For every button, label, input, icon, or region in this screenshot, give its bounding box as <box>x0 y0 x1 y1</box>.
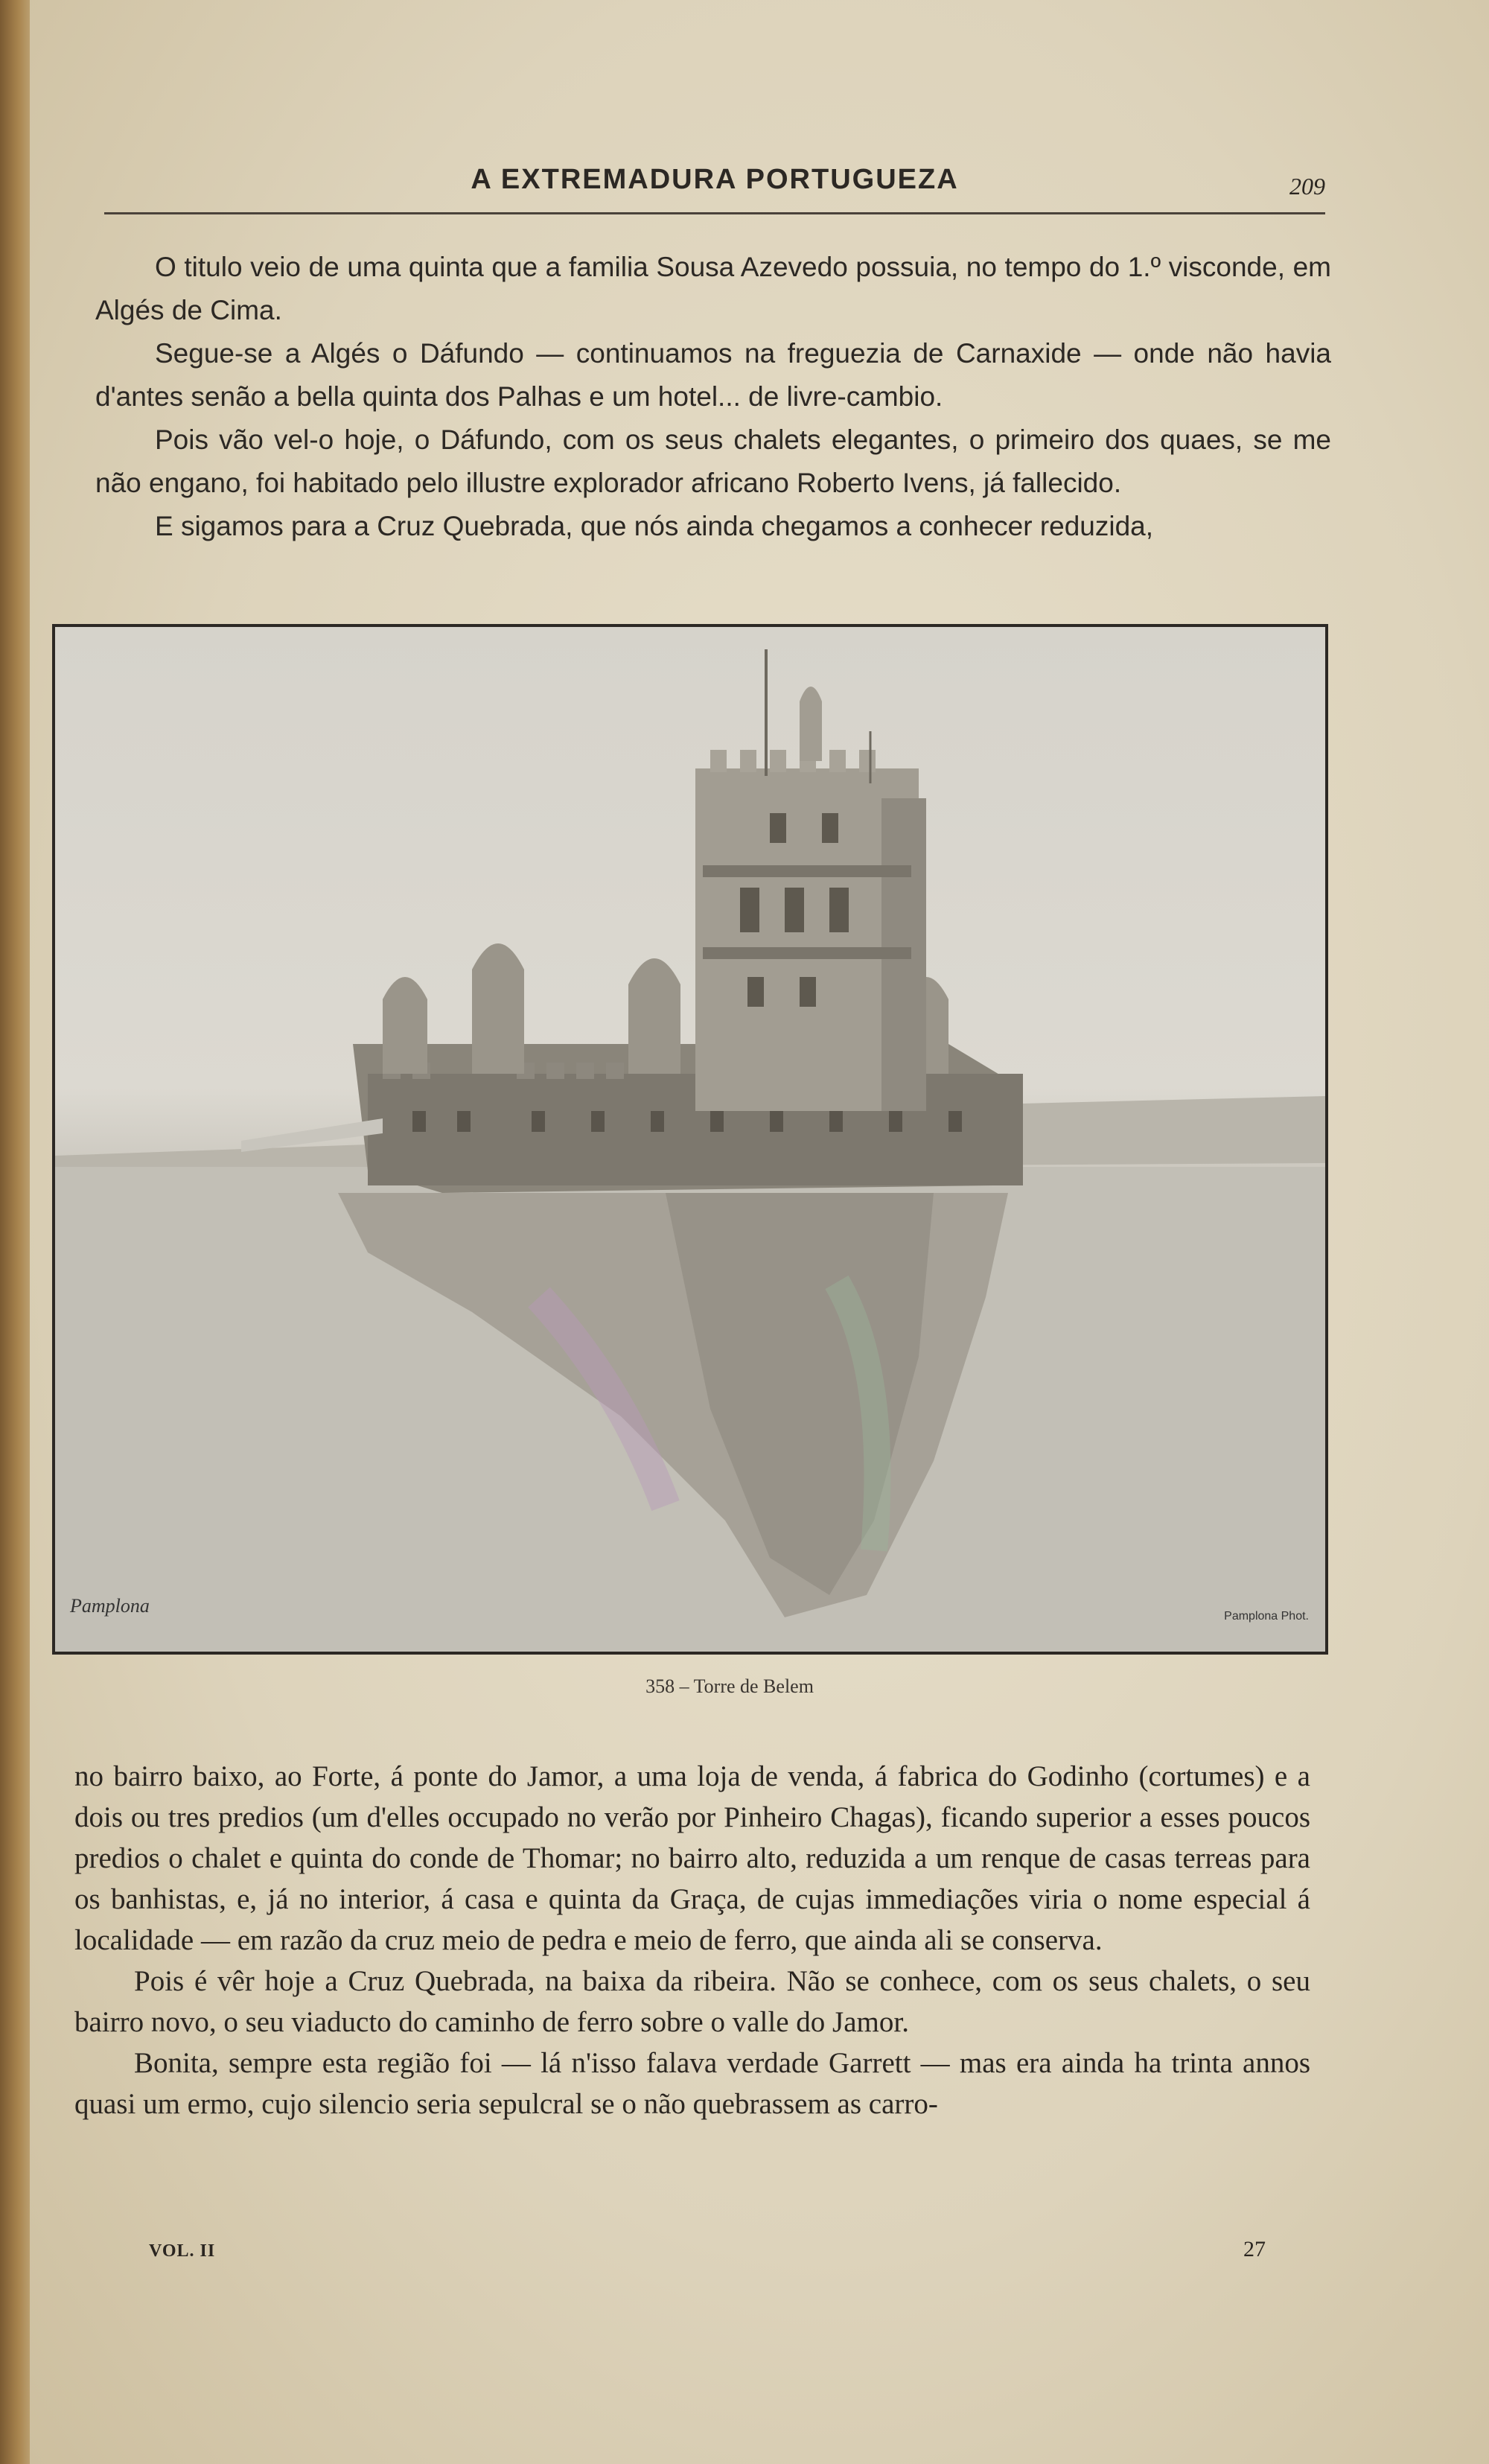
engraver-credit: Pamplona Phot. <box>1224 1610 1309 1623</box>
tower-photograph <box>55 627 1325 1652</box>
photograph-plate <box>52 624 1328 1655</box>
paragraph: O titulo veio de uma quinta que a familia Sousa Azevedo possuia, no tempo do 1.º visconde, em Algés de Cima. <box>95 252 1331 325</box>
paragraph: Pois vão vel-o hoje, o Dáfundo, com os seus chalets elegantes, o primeiro dos quaes, se me não engano, foi habitado pelo illustre explorador africano Roberto Ivens, já fallecido. <box>95 424 1331 498</box>
photographer-signature: Pamplona <box>70 1595 150 1617</box>
paragraph: no bairro baixo, ao Forte, á ponte do Jamor, a uma loja de venda, á fabrica do Godinho (cortumes) e a dois ou tres predios (um d'elles occupado no verão por Pinheiro Chagas), ficando superior a esses poucos predios o chalet e quinta do conde de Thomar; no bairro alto, reduzida a um renque de casas terreas para os banhistas, e, já no interior, á casa e quinta da Graça, de cujas immediações viria o nome especial á localidade — em razão da cruz meio de pedra e meio de ferro, que ainda ali se conserva. <box>74 1760 1310 1956</box>
paragraph: Segue-se a Algés o Dáfundo — continuamos na freguezia de Carnaxide — onde não havia d'antes senão a bella quinta dos Palhas e um hotel... de livre-cambio. <box>95 338 1331 412</box>
book-page <box>30 0 1489 2464</box>
signature-mark: 27 <box>1243 2237 1266 2261</box>
paragraph: Pois é vêr hoje a Cruz Quebrada, na baixa da ribeira. Não se conhece, com os seus chalets, o seu bairro novo, o seu viaducto do caminho de ferro sobre o valle do Jamor. <box>74 1965 1310 2038</box>
figure-caption: 358 – Torre de Belem <box>645 1675 814 1697</box>
text-block-top <box>95 246 1331 548</box>
paragraph: E sigamos para a Cruz Quebrada, que nós ainda chegamos a conhecer reduzida, <box>155 511 1154 541</box>
page-number: 209 <box>1289 173 1325 200</box>
running-title: A EXTREMADURA PORTUGUEZA <box>471 164 959 195</box>
paragraph: Bonita, sempre esta região foi — lá n'isso falava verdade Garrett — mas era ainda ha trinta annos quasi um ermo, cujo silencio seria sepulcral se o não quebrassem as carro- <box>74 2047 1310 2120</box>
page-header <box>104 156 1325 208</box>
text-block-bottom <box>74 1756 1310 2124</box>
header-rule <box>104 212 1325 214</box>
page-footer <box>119 2237 1266 2271</box>
volume-label: VOL. II <box>149 2241 216 2261</box>
